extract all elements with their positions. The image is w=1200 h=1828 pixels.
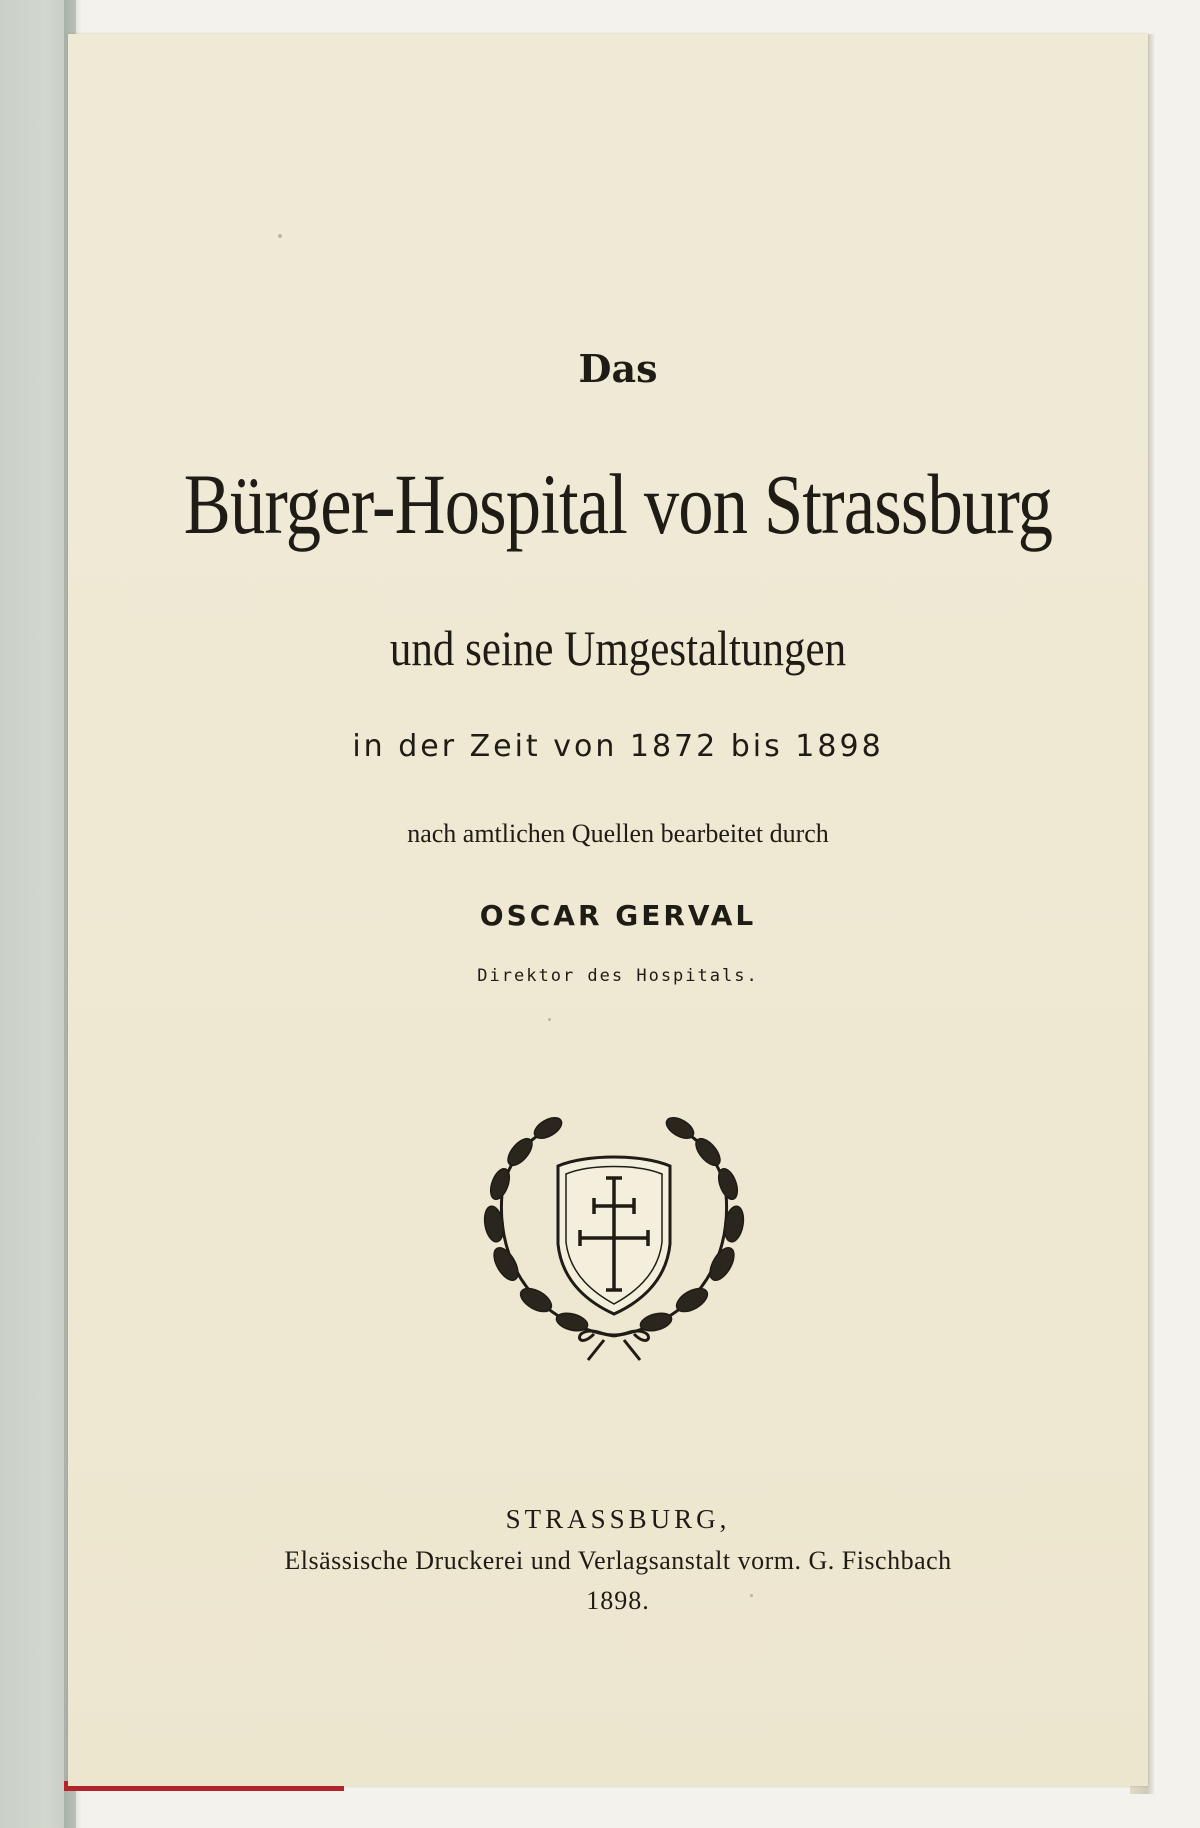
author-role: Direktor des Hospitals. xyxy=(477,966,759,986)
time-period: in der Zeit von 1872 bis 1898 xyxy=(352,729,884,764)
title-page xyxy=(68,34,1148,1786)
wreath-with-cross-shield-icon xyxy=(476,1114,752,1362)
imprint-year: 1898. xyxy=(586,1586,650,1615)
subtitle: und seine Umgestaltungen xyxy=(389,620,847,676)
imprint-publisher: Elsässische Druckerei und Verlagsanstalt vorm. G. Fischbach xyxy=(284,1546,952,1575)
paper-speck xyxy=(278,234,282,238)
main-title: Bürger-Hospital von Strassburg xyxy=(183,456,1053,552)
imprint-city: STRASSBURG, xyxy=(505,1504,731,1534)
author-name: OSCAR GERVAL xyxy=(479,899,757,932)
paper-speck xyxy=(548,1018,551,1021)
title-article: Das xyxy=(578,346,658,391)
byline: nach amtlichen Quellen bearbeitet durch xyxy=(407,819,829,848)
